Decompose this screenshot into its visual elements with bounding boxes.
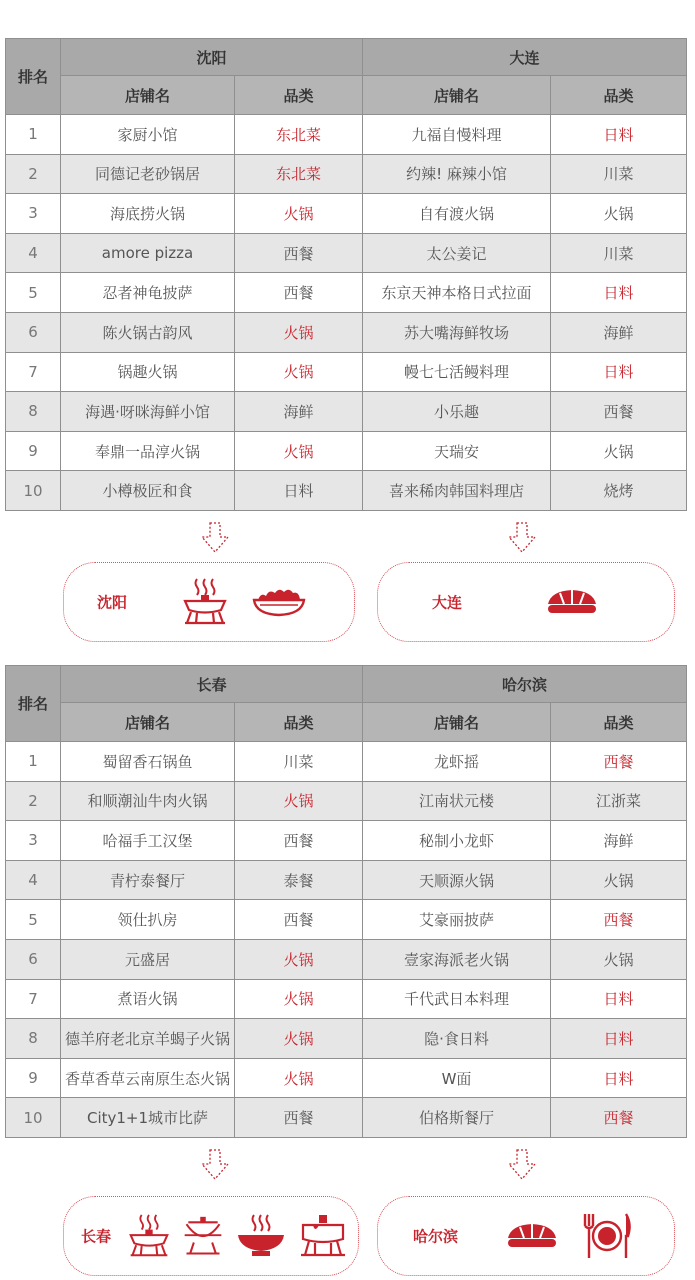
category-cell: 东北菜 <box>235 115 363 155</box>
rank-cell: 5 <box>6 273 61 313</box>
category-cell: 火锅 <box>235 352 363 392</box>
store-name-cell: 和顺潮汕牛肉火锅 <box>61 781 235 821</box>
store-name-cell: 煮语火锅 <box>61 979 235 1019</box>
category-cell: 西餐 <box>551 1098 687 1138</box>
category-cell: 江浙菜 <box>551 781 687 821</box>
city-header-dalian: 大连 <box>363 39 687 76</box>
summary-card-shenyang <box>63 562 355 642</box>
store-name-cell: 陈火锅古韵风 <box>61 312 235 352</box>
column-header-category: 品类 <box>235 703 363 742</box>
rank-cell: 1 <box>6 742 61 782</box>
table-row <box>6 312 687 352</box>
down-arrow-icon <box>198 1148 232 1182</box>
category-cell: 海鲜 <box>235 392 363 432</box>
store-name-cell: 忍者神龟披萨 <box>61 273 235 313</box>
rank-cell: 10 <box>6 471 61 511</box>
category-cell: 烧烤 <box>551 471 687 511</box>
rank-cell: 2 <box>6 154 61 194</box>
ranking-table-shenyang-dalian <box>5 38 687 511</box>
store-name-cell: 太公姜记 <box>363 233 551 273</box>
sushi-icon <box>545 586 599 618</box>
store-name-cell: 领仕扒房 <box>61 900 235 940</box>
rank-cell: 1 <box>6 115 61 155</box>
table-row <box>6 1098 687 1138</box>
store-name-cell: 青柠泰餐厅 <box>61 860 235 900</box>
noodle-bowl-icon <box>236 1213 286 1259</box>
table-row <box>6 742 687 782</box>
category-cell: 海鲜 <box>551 312 687 352</box>
table-row <box>6 392 687 432</box>
category-cell: 火锅 <box>551 939 687 979</box>
category-cell: 火锅 <box>235 979 363 1019</box>
store-name-cell: 海遇·呀咪海鲜小馆 <box>61 392 235 432</box>
store-name-cell: 龙虾摇 <box>363 742 551 782</box>
table-row <box>6 979 687 1019</box>
store-name-cell: 元盛居 <box>61 939 235 979</box>
category-cell: 海鲜 <box>551 821 687 861</box>
column-header-store: 店铺名 <box>61 703 235 742</box>
column-header-store: 店铺名 <box>363 703 551 742</box>
rank-cell: 3 <box>6 821 61 861</box>
category-cell: 火锅 <box>551 194 687 234</box>
summary-city-label: 沈阳 <box>97 593 128 612</box>
rank-cell: 9 <box>6 1058 61 1098</box>
table-row <box>6 431 687 471</box>
store-name-cell: 艾豪丽披萨 <box>363 900 551 940</box>
store-name-cell: 千代武日本料理 <box>363 979 551 1019</box>
column-header-category: 品类 <box>235 76 363 115</box>
table-row <box>6 115 687 155</box>
category-cell: 西餐 <box>551 392 687 432</box>
store-name-cell: 蜀留香石锅鱼 <box>61 742 235 782</box>
category-cell: 川菜 <box>235 742 363 782</box>
store-name-cell: 秘制小龙虾 <box>363 821 551 861</box>
category-cell: 火锅 <box>235 1058 363 1098</box>
summary-card-dalian <box>377 562 675 642</box>
table-row <box>6 781 687 821</box>
hotpot-icon <box>127 1213 171 1259</box>
salad-bowl-icon <box>252 586 306 618</box>
store-name-cell: 小樽极匠和食 <box>61 471 235 511</box>
table-row <box>6 154 687 194</box>
store-name-cell: City1+1城市比萨 <box>61 1098 235 1138</box>
table-row <box>6 273 687 313</box>
rank-header: 排名 <box>6 666 61 742</box>
rank-cell: 8 <box>6 392 61 432</box>
category-cell: 日料 <box>551 1058 687 1098</box>
store-name-cell: 九福自慢料理 <box>363 115 551 155</box>
category-cell: 火锅 <box>235 431 363 471</box>
city-header-shenyang: 沈阳 <box>61 39 363 76</box>
column-header-store: 店铺名 <box>363 76 551 115</box>
rank-cell: 6 <box>6 312 61 352</box>
store-name-cell: 幔七七活鳗料理 <box>363 352 551 392</box>
rank-cell: 3 <box>6 194 61 234</box>
category-cell: 西餐 <box>235 233 363 273</box>
city-header-harbin: 哈尔滨 <box>363 666 687 703</box>
category-cell: 川菜 <box>551 154 687 194</box>
store-name-cell: 自有渡火锅 <box>363 194 551 234</box>
summary-city-label: 长春 <box>81 1227 112 1246</box>
hotpot-icon <box>181 1215 225 1259</box>
category-cell: 日料 <box>235 471 363 511</box>
store-name-cell: 天瑞安 <box>363 431 551 471</box>
summary-city-label: 哈尔滨 <box>413 1227 459 1246</box>
category-cell: 川菜 <box>551 233 687 273</box>
rank-cell: 10 <box>6 1098 61 1138</box>
category-cell: 火锅 <box>551 431 687 471</box>
category-cell: 火锅 <box>551 860 687 900</box>
store-name-cell: 喜来稀肉韩国料理店 <box>363 471 551 511</box>
down-arrow-icon <box>505 1148 539 1182</box>
table-row <box>6 1019 687 1059</box>
category-cell: 东北菜 <box>235 154 363 194</box>
rank-cell: 9 <box>6 431 61 471</box>
column-header-store: 店铺名 <box>61 76 235 115</box>
category-cell: 日料 <box>551 115 687 155</box>
category-cell: 西餐 <box>235 273 363 313</box>
store-name-cell: amore pizza <box>61 233 235 273</box>
table-row <box>6 821 687 861</box>
category-cell: 日料 <box>551 352 687 392</box>
plate-fork-knife-icon <box>580 1212 634 1260</box>
summary-city-label: 大连 <box>432 593 463 612</box>
table-row <box>6 900 687 940</box>
category-cell: 日料 <box>551 1019 687 1059</box>
rank-cell: 4 <box>6 233 61 273</box>
store-name-cell: 壹家海派老火锅 <box>363 939 551 979</box>
category-cell: 西餐 <box>235 821 363 861</box>
rank-header: 排名 <box>6 39 61 115</box>
store-name-cell: 哈福手工汉堡 <box>61 821 235 861</box>
table-row <box>6 1058 687 1098</box>
table-row <box>6 939 687 979</box>
category-cell: 西餐 <box>551 742 687 782</box>
category-cell: 日料 <box>551 979 687 1019</box>
store-name-cell: 小乐趣 <box>363 392 551 432</box>
category-cell: 西餐 <box>235 900 363 940</box>
category-cell: 西餐 <box>551 900 687 940</box>
hotpot-icon <box>181 577 229 627</box>
down-arrow-icon <box>198 521 232 555</box>
category-cell: 泰餐 <box>235 860 363 900</box>
store-name-cell: 隐·食日料 <box>363 1019 551 1059</box>
store-name-cell: 家厨小馆 <box>61 115 235 155</box>
column-header-category: 品类 <box>551 703 687 742</box>
store-name-cell: 东京天神本格日式拉面 <box>363 273 551 313</box>
category-cell: 火锅 <box>235 781 363 821</box>
rank-cell: 8 <box>6 1019 61 1059</box>
category-cell: 日料 <box>551 273 687 313</box>
rank-cell: 7 <box>6 979 61 1019</box>
rank-cell: 7 <box>6 352 61 392</box>
table-row <box>6 352 687 392</box>
store-name-cell: 奉鼎一品淳火锅 <box>61 431 235 471</box>
store-name-cell: 同德记老砂锅居 <box>61 154 235 194</box>
store-name-cell: 江南状元楼 <box>363 781 551 821</box>
store-name-cell: 锅趣火锅 <box>61 352 235 392</box>
summary-card-changchun <box>63 1196 359 1276</box>
store-name-cell: 伯格斯餐厅 <box>363 1098 551 1138</box>
summary-card-harbin <box>377 1196 675 1276</box>
category-cell: 火锅 <box>235 312 363 352</box>
category-cell: 火锅 <box>235 1019 363 1059</box>
store-name-cell: 约辣! 麻辣小馆 <box>363 154 551 194</box>
ranking-table-changchun-harbin <box>5 665 687 1138</box>
column-header-category: 品类 <box>551 76 687 115</box>
store-name-cell: 德羊府老北京羊蝎子火锅 <box>61 1019 235 1059</box>
rank-cell: 4 <box>6 860 61 900</box>
table-row <box>6 860 687 900</box>
sushi-icon <box>505 1220 559 1252</box>
table-row <box>6 194 687 234</box>
table-row <box>6 471 687 511</box>
store-name-cell: 天顺源火锅 <box>363 860 551 900</box>
category-cell: 西餐 <box>235 1098 363 1138</box>
category-cell: 火锅 <box>235 939 363 979</box>
category-cell: 火锅 <box>235 194 363 234</box>
hotpot-icon <box>299 1213 347 1259</box>
rank-cell: 6 <box>6 939 61 979</box>
rank-cell: 2 <box>6 781 61 821</box>
store-name-cell: 苏大嘴海鲜牧场 <box>363 312 551 352</box>
table-row <box>6 233 687 273</box>
store-name-cell: 海底捞火锅 <box>61 194 235 234</box>
store-name-cell: 香草香草云南原生态火锅 <box>61 1058 235 1098</box>
store-name-cell: W面 <box>363 1058 551 1098</box>
down-arrow-icon <box>505 521 539 555</box>
city-header-changchun: 长春 <box>61 666 363 703</box>
rank-cell: 5 <box>6 900 61 940</box>
